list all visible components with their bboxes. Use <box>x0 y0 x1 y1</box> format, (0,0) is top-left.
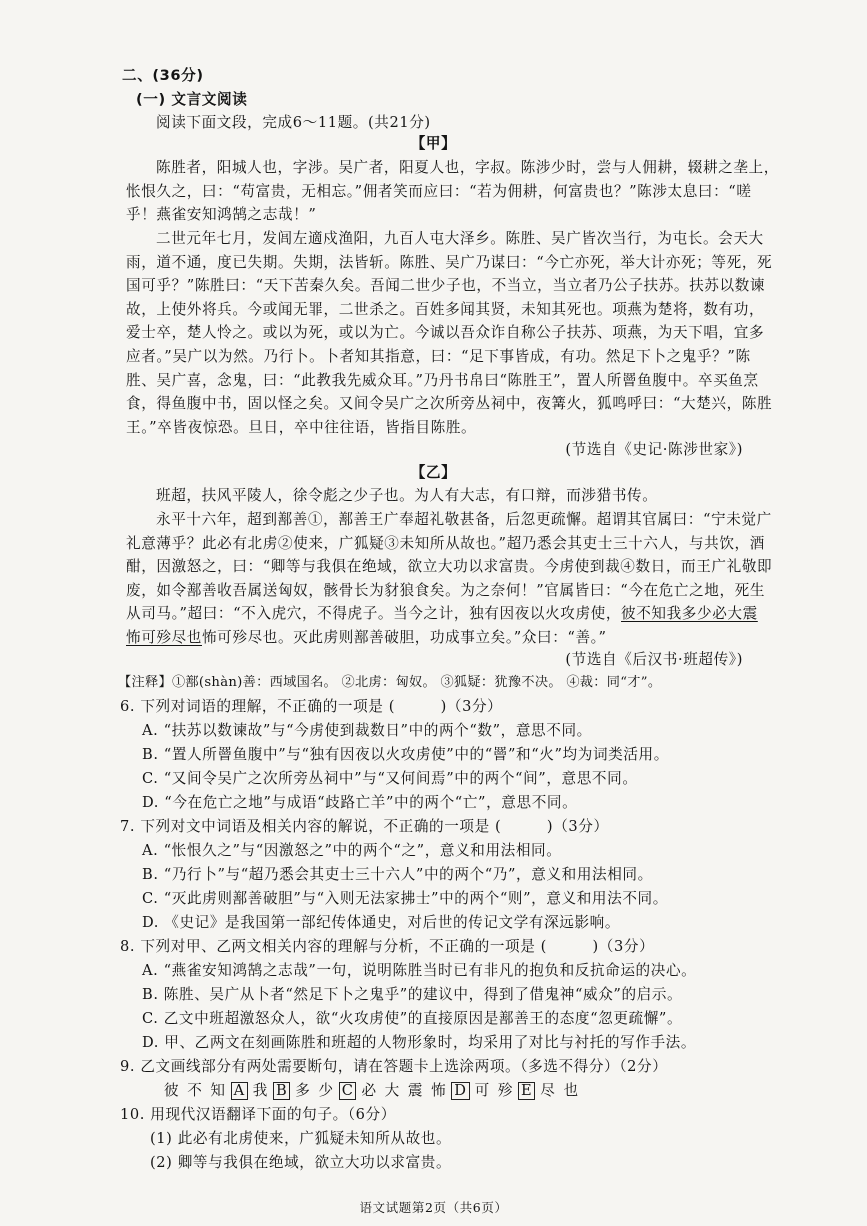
passage-b-text: 怖可殄尽也。灭此虏则鄯善破胆，功成事立矣。”众曰：“善。” <box>201 629 607 646</box>
translation-item: (2) 卿等与我俱在绝域，欲立大功以求富贵。 <box>150 1154 452 1171</box>
question-option: D. 《史记》是我国第一部纪传体通史，对后世的传记文学有深远影响。 <box>142 914 621 931</box>
passage-b-line: 永平十六年，超到鄯善①，鄯善王广奉超礼敬甚备，后忽更疏懈。超谓其官属曰：“宁未觉广 <box>156 511 772 528</box>
breakpoint-option-e[interactable]: E <box>518 1082 535 1100</box>
section-title: 二、(36分) <box>122 67 204 84</box>
question-option: A. “怅恨久之”与“因激怒之”中的两个“之”，意义和用法相同。 <box>142 842 562 859</box>
passage-b-heading: 【乙】 <box>410 464 457 481</box>
q9-character: 知 <box>210 1082 226 1099</box>
q9-character: 尽 <box>540 1082 556 1099</box>
passage-b-line: 班超，扶风平陵人，徐令彪之少子也。为人有大志，有口辩，而涉猎书传。 <box>156 487 658 504</box>
q9-character: 可 <box>474 1082 490 1099</box>
passage-b-line: 废，如令鄯善收吾属送匈奴，骸骨长为豺狼食矣。为之奈何！”官属皆曰：“今在危亡之地，死生 <box>126 582 766 599</box>
q9-character: 殄 <box>497 1082 513 1099</box>
passage-a-line: 陈胜者，阳城人也，字涉。吴广者，阳夏人也，字叔。陈涉少时，尝与人佣耕，辍耕之垄上， <box>156 159 779 176</box>
q9-character: 怖 <box>431 1082 447 1099</box>
underlined-sentence: 彼不知我多少必大震 <box>621 605 758 622</box>
passage-a-source: (节选自《史记·陈涉世家》) <box>565 441 743 458</box>
passage-a-line: 二世元年七月，发闾左適戍渔阳，九百人屯大泽乡。陈胜、吴广皆次当行，为屯长。会天大 <box>156 230 764 247</box>
question-option: C. “又间令吴广之次所旁丛祠中”与“又何间焉”中的两个“间”，意思不同。 <box>142 770 638 787</box>
passage-a-line: 国可乎？”陈胜曰：“天下苦秦久矣。吾闻二世少子也，不当立，当立者乃公子扶苏。扶苏以数谏 <box>126 277 766 294</box>
q9-breakpoint-sentence <box>160 1081 583 1101</box>
passage-b-line <box>126 628 607 648</box>
question-option: A. “扶苏以数谏故”与“今虏使到裁数日”中的两个“数”，意思不同。 <box>142 722 592 739</box>
q9-character: 我 <box>252 1082 268 1099</box>
passage-a-line: 胜、吴广喜，念鬼，曰：“此教我先威众耳。”乃丹书帛曰“陈胜王”，置人所罾鱼腹中。卒买鱼烹 <box>126 372 759 389</box>
passage-a-line: 乎！燕雀安知鸿鹄之志哉！” <box>126 206 317 223</box>
passage-a-heading: 【甲】 <box>410 135 457 152</box>
q9-character: 震 <box>407 1082 424 1099</box>
page-footer: 语文试题第2页（共6页） <box>359 1200 508 1215</box>
passage-a-line: 怅恨久之，曰：“苟富贵，无相忘。”佣者笑而应曰：“若为佣耕，何富贵也？”陈涉太息曰：“嗟 <box>126 183 752 200</box>
subsection-title: (一) 文言文阅读 <box>136 91 248 108</box>
instruction: 阅读下面文段，完成6～11题。(共21分) <box>156 114 431 131</box>
breakpoint-option-c[interactable]: C <box>339 1082 357 1100</box>
question-option: A. “燕雀安知鸿鹄之志哉”一句，说明陈胜当时已有非凡的抱负和反抗命运的决心。 <box>142 962 697 979</box>
question-option: B. “乃行卜”与“超乃悉会其吏士三十六人”中的两个“乃”，意义和用法相同。 <box>142 866 653 883</box>
breakpoint-option-b[interactable]: B <box>273 1082 290 1100</box>
q9-character: 少 <box>318 1082 334 1099</box>
annotation-notes: 【注释】①鄯(shàn)善：西域国名。 ②北虏：匈奴。 ③狐疑：犹豫不决。 ④裁：同“才”。 <box>118 675 662 690</box>
q9-character: 彼 <box>164 1082 180 1099</box>
question-stem: 9. 乙文画线部分有两处需要断句，请在答题卡上选涂两项。（多选不得分）（2分） <box>120 1058 668 1075</box>
question-stem: 7. 下列对文中词语及相关内容的解说，不正确的一项是 ( )（3分） <box>120 818 609 835</box>
underlined-sentence: 怖可殄尽也 <box>126 629 202 646</box>
question-option: D. 甲、乙两文在刻画陈胜和班超的人物形象时，均采用了对比与衬托的写作手法。 <box>142 1034 697 1051</box>
passage-a-line: 食，得鱼腹中书，固以怪之矣。又间令吴广之次所旁丛祠中，夜篝火，狐鸣呼曰：“大楚兴，陈胜 <box>126 395 773 412</box>
passage-a-line: 爱士卒，楚人怜之。或以为死，或以为亡。今诚以吾众诈自称公子扶苏、项燕，为天下唱，宜多 <box>126 324 765 341</box>
q9-character: 多 <box>295 1082 311 1099</box>
q9-character: 也 <box>563 1082 579 1099</box>
passage-a-line: 王。”卒皆夜惊恐。旦日，卒中往往语，皆指目陈胜。 <box>126 419 477 436</box>
passage-a-line: 雨，道不通，度已失期。失期，法皆斩。陈胜、吴广乃谋曰：“今亡亦死，举大计亦死；等死，死 <box>126 254 773 271</box>
question-stem: 10. 用现代汉语翻译下面的句子。（6分） <box>120 1106 396 1123</box>
q9-character: 不 <box>187 1082 203 1099</box>
question-option: C. “灭此虏则鄯善破胆”与“入则无法家拂士”中的两个“则”，意义和用法不同。 <box>142 890 668 907</box>
passage-b-line: 礼意薄乎？此必有北虏②使来，广狐疑③未知所从故也。”超乃悉会其吏士三十六人，与共饮，酒 <box>126 535 765 552</box>
q9-character: 大 <box>384 1082 400 1099</box>
question-option: D. “今在危亡之地”与成语“歧路亡羊”中的两个“亡”，意思不同。 <box>142 794 578 811</box>
passage-a-line: 故，上使外将兵。今或闻无罪，二世杀之。百姓多闻其贤，未知其死也。项燕为楚将，数有功， <box>126 301 765 318</box>
question-option: B. 陈胜、吴广从卜者“然足下卜之鬼乎”的建议中，得到了借鬼神“威众”的启示。 <box>142 986 683 1003</box>
question-stem: 8. 下列对甲、乙两文相关内容的理解与分析，不正确的一项是 ( )（3分） <box>120 938 655 955</box>
breakpoint-option-a[interactable]: A <box>231 1082 248 1100</box>
passage-b-line: 酣，因激怒之，曰：“卿等与我俱在绝域，欲立大功以求富贵。今虏使到裁④数日，而王广礼敬即 <box>126 558 773 575</box>
passage-b-line <box>126 604 758 624</box>
passage-b-text: 从司马。”超曰：“不入虎穴，不得虎子。当今之计，独有因夜以火攻虏使， <box>126 605 622 622</box>
question-option: B. “置人所罾鱼腹中”与“独有因夜以火攻虏使”中的“罾”和“火”均为词类活用。 <box>142 746 669 763</box>
question-option: C. 乙文中班超激怒众人，欲“火攻虏使”的直接原因是鄯善王的态度“忽更疏懈”。 <box>142 1010 683 1027</box>
q9-character: 必 <box>361 1082 377 1099</box>
question-stem: 6. 下列对词语的理解，不正确的一项是 ( )（3分） <box>120 698 503 715</box>
passage-a-line: 应者。”吴广以为然。乃行卜。卜者知其指意，曰：“足下事皆成，有功。然足下卜之鬼乎？”陈 <box>126 348 751 365</box>
translation-item: (1) 此必有北虏使来，广狐疑未知所从故也。 <box>150 1130 452 1147</box>
passage-b-source: (节选自《后汉书·班超传》) <box>565 651 743 668</box>
breakpoint-option-d[interactable]: D <box>451 1082 469 1100</box>
